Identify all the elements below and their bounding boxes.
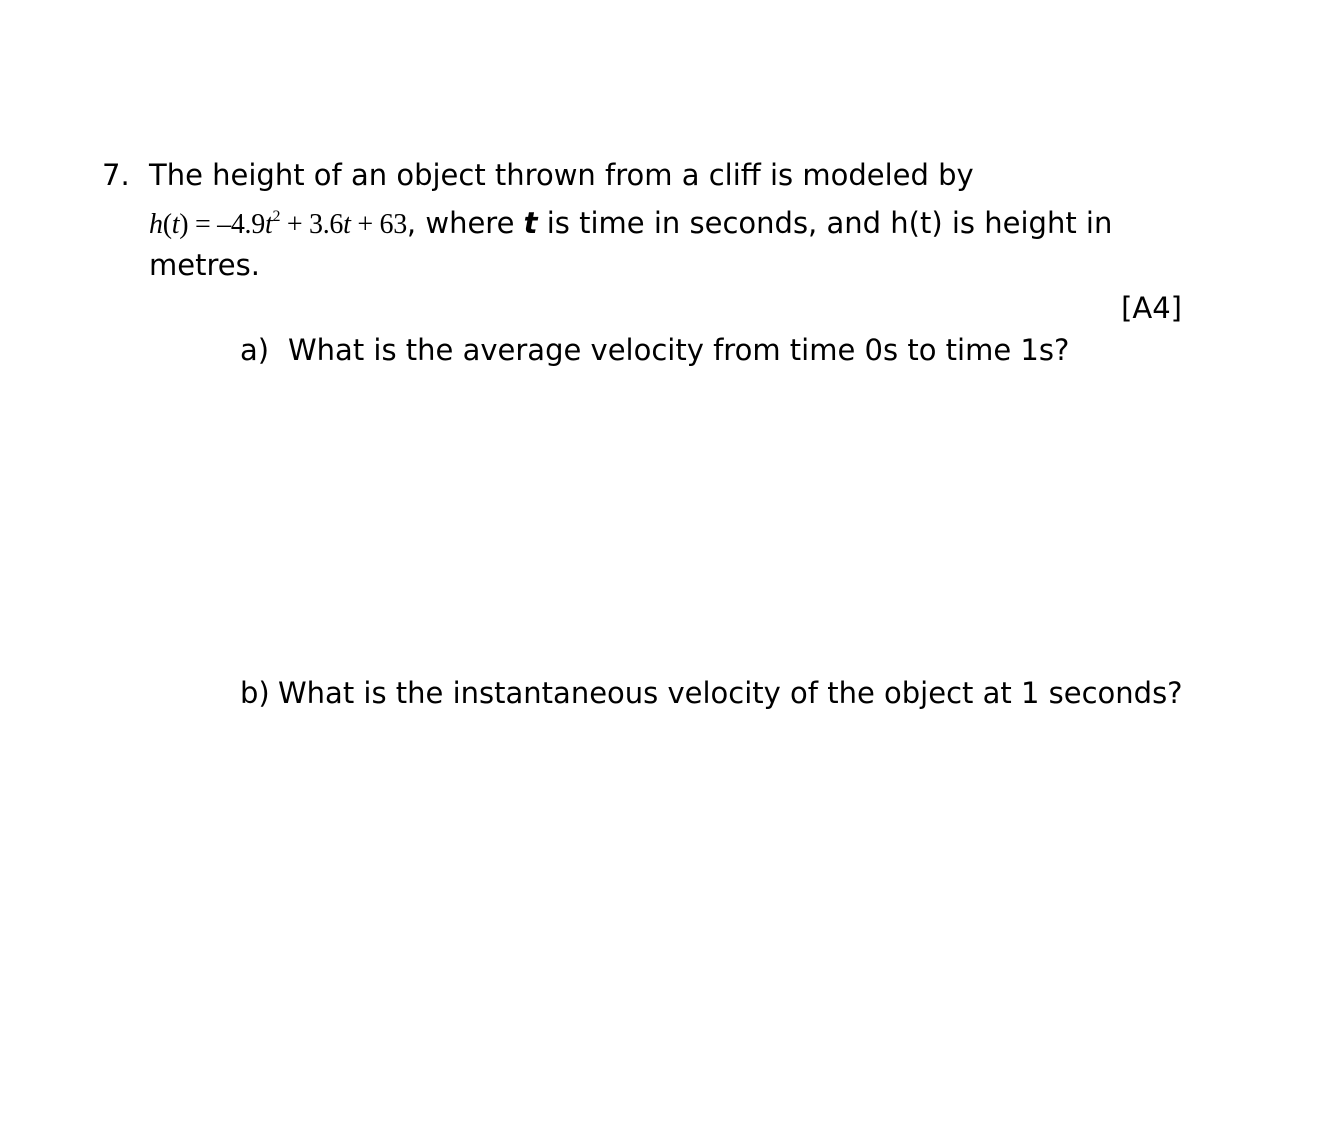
height-formula [149,209,407,240]
formula-constant: + 63 [350,209,407,240]
formula-coef-2: + 3.6 [280,209,344,240]
question-intro: The height of an object thrown from a cliff is modeled by [149,158,974,192]
where-text: , where [406,206,524,240]
question-formula-line [149,197,1112,245]
variable-t: t [523,206,538,240]
part-a [240,330,1069,370]
part-b-text: What is the instantaneous velocity of the object at 1 seconds? [278,676,1183,710]
formula-open-paren: ( [162,209,172,240]
part-a-label: a) [240,333,270,367]
formula-coef-1: = –4.9 [188,209,265,240]
marks-badge: [A4] [1121,291,1182,325]
formula-h: h [149,209,163,240]
formula-t-arg: t [171,209,180,240]
part-b [240,673,1183,713]
formula-exponent: 2 [272,208,281,225]
part-a-text: What is the average velocity from time 0s to time 1s? [288,333,1070,367]
question-units: metres. [149,248,260,282]
part-b-label: b) [240,676,270,710]
question-number: 7. [102,158,130,192]
formula-close-paren: ) [179,209,189,240]
formula-t-linear: t [343,209,351,240]
variable-description: is time in seconds, and h(t) is height in [537,206,1113,240]
formula-t-squared: t [264,209,273,240]
